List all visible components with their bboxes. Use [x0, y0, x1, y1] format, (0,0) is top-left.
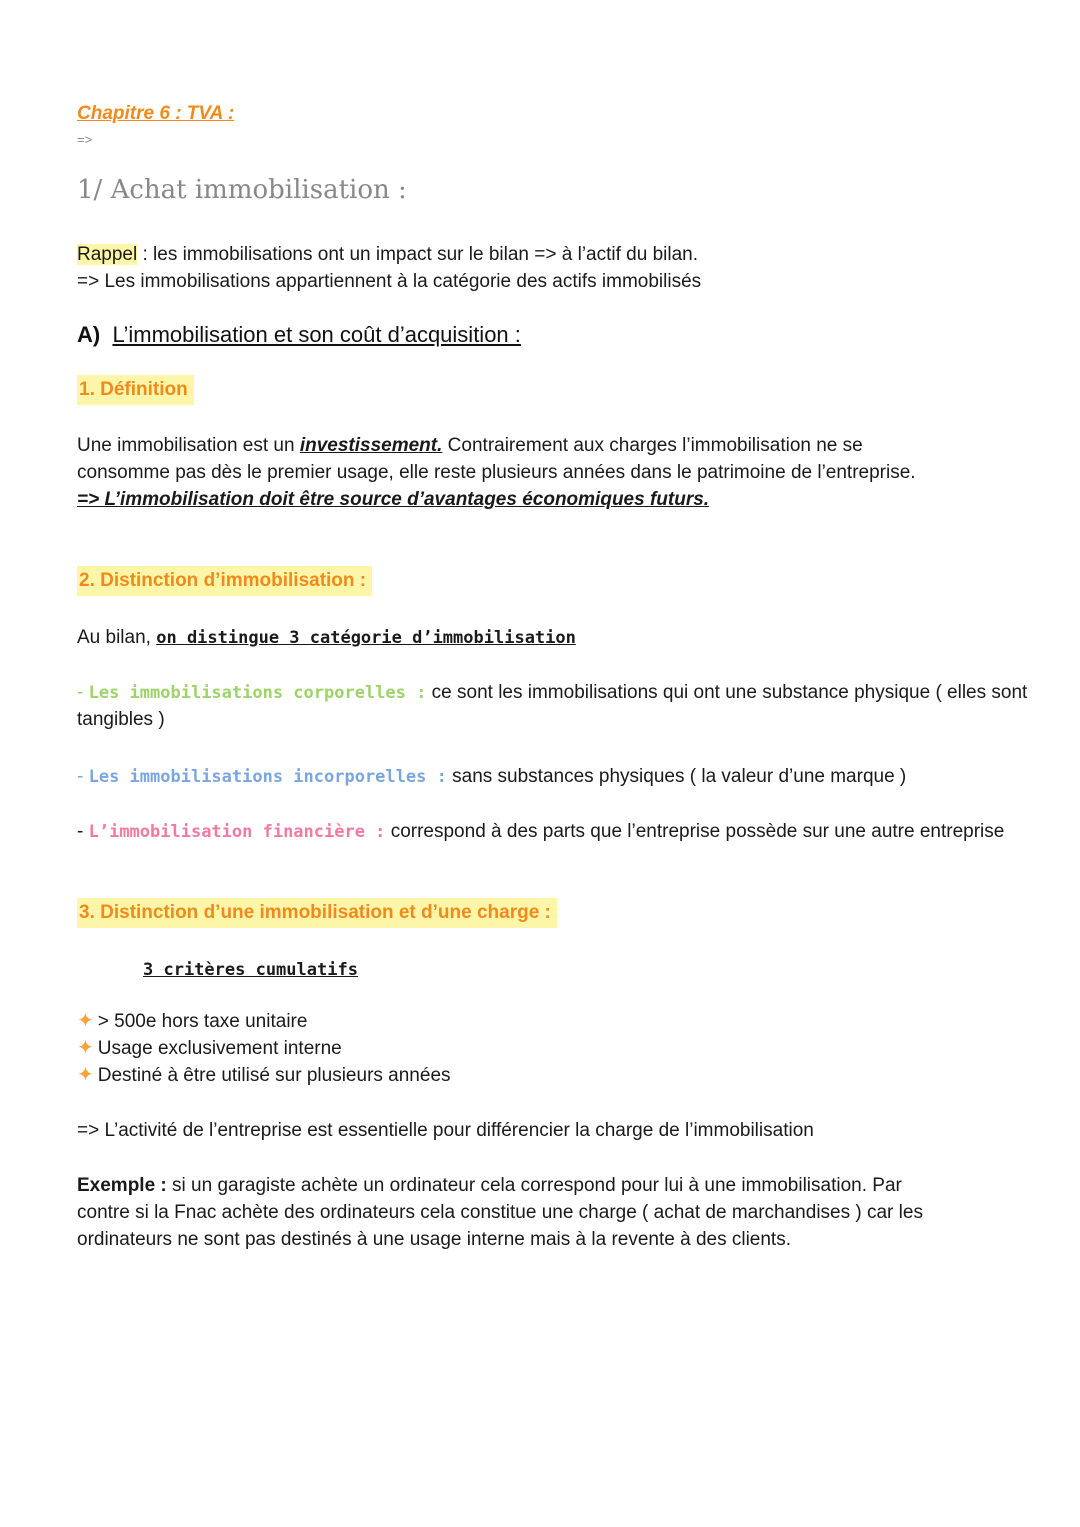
category-text-incorporelles: sans substances physiques ( la valeur d’une marque ) — [446, 766, 907, 787]
subsection-letter: A) — [77, 322, 101, 347]
criteria-item — [77, 1062, 451, 1089]
star-icon: ✦ — [77, 1037, 94, 1059]
subsection-a-heading — [77, 322, 521, 348]
chapter-title: Chapitre 6 : TVA : — [77, 103, 235, 124]
criteria-text: > 500e hors taxe unitaire — [97, 1011, 308, 1032]
category-dash: - — [77, 821, 89, 842]
category-financiere — [77, 818, 1004, 846]
distinction-heading: 2. Distinction d’immobilisation : — [77, 566, 372, 596]
star-icon: ✦ — [77, 1064, 94, 1086]
criteria-item — [77, 1035, 342, 1062]
rappel-line-2: => Les immobilisations appartiennent à la catégorie des actifs immobilisés — [77, 271, 702, 292]
subsection-title: L’immobilisation et son coût d’acquisition : — [112, 322, 521, 347]
charge-heading: 3. Distinction d’une immobilisation et d’une charge : — [77, 898, 557, 928]
criteria-text: Destiné à être utilisé sur plusieurs années — [97, 1065, 451, 1086]
example-line-2: contre si la Fnac achète des ordinateurs cela constitue une charge ( achat de marchandises ) car les — [77, 1202, 923, 1223]
example-line-1 — [77, 1172, 902, 1199]
star-icon: ✦ — [77, 1010, 94, 1032]
distinction-intro-prefix: Au bilan, — [77, 627, 157, 648]
category-text-corporelles: ce sont les immobilisations qui ont une substance physique ( elles sont — [426, 682, 1028, 703]
category-label-corporelles: Les immobilisations corporelles : — [88, 683, 427, 703]
category-corporelles-cont: tangibles ) — [77, 709, 165, 730]
example-line-3: ordinateurs ne sont pas destinés à une usage interne mais à la revente à des clients. — [77, 1229, 791, 1250]
definition-line-2: consomme pas dès le premier usage, elle reste plusieurs années dans le patrimoine de l’entreprise. — [77, 462, 916, 483]
definition-rest: Contrairement aux charges l’immobilisation ne se — [442, 435, 863, 456]
distinction-intro — [77, 624, 576, 652]
section-title: 1/ Achat immobilisation : — [77, 175, 407, 205]
definition-heading: 1. Définition — [77, 375, 194, 405]
definition-line-1 — [77, 432, 863, 459]
category-incorporelles — [77, 763, 906, 791]
rappel-text: : les immobilisations ont un impact sur le bilan => à l’actif du bilan. — [137, 244, 698, 265]
category-dash: - — [77, 766, 89, 787]
category-text-financiere: correspond à des parts que l’entreprise possède sur une autre entreprise — [385, 821, 1005, 842]
example-label: Exemple : — [77, 1175, 167, 1196]
criteria-text: Usage exclusivement interne — [97, 1038, 342, 1059]
charge-note: => L’activité de l’entreprise est essentielle pour différencier la charge de l’immobilisation — [77, 1120, 814, 1141]
criteria-title: 3 critères cumulatifs — [143, 960, 358, 980]
chapter-arrow: => — [77, 132, 93, 147]
rappel-line-1 — [77, 241, 698, 268]
rappel-label: Rappel — [77, 244, 138, 265]
criteria-item — [77, 1008, 307, 1035]
category-label-financiere: L’immobilisation financière : — [88, 822, 386, 842]
example-text-1: si un garagiste achète un ordinateur cela correspond pour lui à une immobilisation. Par — [166, 1175, 902, 1196]
category-label-incorporelles: Les immobilisations incorporelles : — [88, 767, 447, 787]
definition-line-3: => L’immobilisation doit être source d’avantages économiques futurs. — [77, 489, 710, 510]
definition-keyword: investissement. — [299, 435, 443, 456]
definition-intro: Une immobilisation est un — [77, 435, 300, 456]
distinction-intro-emph: on distingue 3 catégorie d’immobilisation — [156, 628, 576, 648]
category-corporelles — [77, 679, 1027, 707]
category-dash: - — [77, 682, 89, 703]
